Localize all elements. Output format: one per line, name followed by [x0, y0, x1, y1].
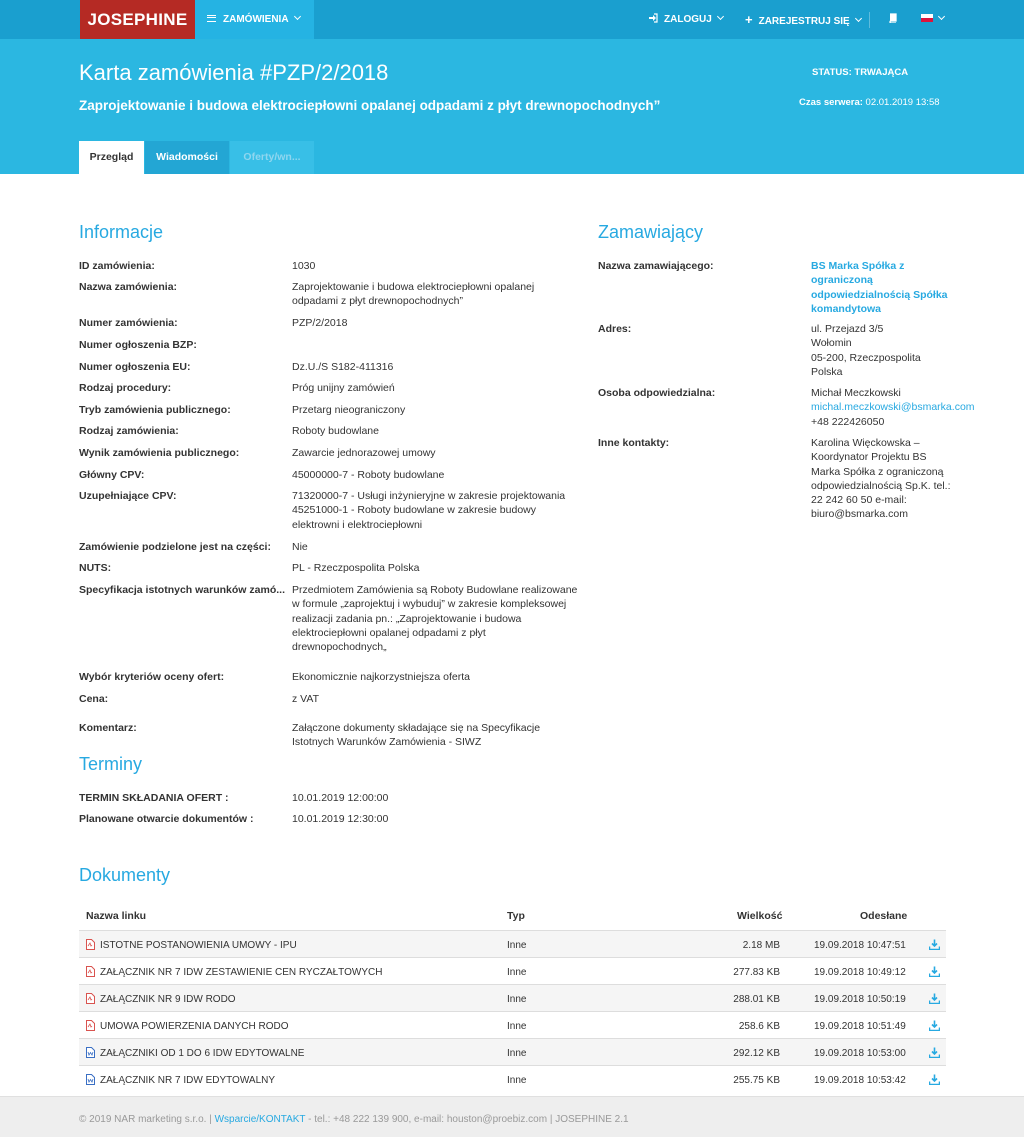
info-value: Przedmiotem Zamówienia są Roboty Budowlane realizowane w formule „zaprojektuj i wybuduj” w zakresie kompleksowej realizacji zadania pn.: „Zaprojektowanie i budowa elektrociepłowni opalanej odpadami z płyt drewnopochodnych„ — [292, 584, 578, 654]
other-contacts-label: Inne kontakty: — [598, 437, 670, 449]
table-row[interactable] — [79, 930, 946, 957]
address-block — [811, 322, 976, 379]
info-label: Uzupełniające CPV: — [79, 490, 177, 502]
status-badge: STATUS: TRWAJĄCA — [812, 67, 909, 78]
document-size: 288.01 KB — [733, 994, 780, 1005]
chevron-down-icon — [294, 13, 301, 20]
terms-heading: Terminy — [79, 754, 143, 774]
table-row[interactable] — [79, 984, 946, 1011]
info-label: Rodzaj procedury: — [79, 382, 172, 394]
pdf-file-icon — [86, 1020, 95, 1031]
info-value: 71320000-7 - Usługi inżynieryjne w zakresie projektowania 45251000-1 - Roboty budowlane w zakresie budowy elektrowni i elektrociepłowni — [292, 490, 566, 531]
chevron-down-icon — [938, 13, 945, 20]
column-header-name[interactable]: Nazwa linku — [86, 910, 147, 922]
table-row[interactable] — [79, 957, 946, 984]
document-size: 292.12 KB — [733, 1048, 780, 1059]
footer-contact-info: - tel.: +48 222 139 900, e-mail: houston@proebiz.com | JOSEPHINE 2.1 — [308, 1114, 629, 1125]
contact-email-link[interactable]: michal.meczkowski@bsmarka.com — [811, 401, 975, 414]
document-sent: 19.09.2018 10:50:19 — [814, 994, 906, 1005]
info-value: Próg unijny zamówień — [292, 382, 395, 394]
download-icon[interactable] — [929, 1020, 940, 1031]
term-label: TERMIN SKŁADANIA OFERT : — [79, 792, 229, 804]
word-file-icon — [86, 1047, 95, 1058]
info-value: Przetarg nieograniczony — [292, 404, 406, 416]
tab-offers[interactable]: Oferty/wn... — [230, 141, 314, 174]
document-link[interactable]: ISTOTNE POSTANOWIENIA UMOWY - IPU — [100, 940, 297, 951]
term-value: 10.01.2019 12:00:00 — [292, 792, 389, 804]
table-row[interactable] — [79, 1065, 946, 1092]
other-contacts-value: Karolina Więckowska – Koordynator Projektu BS Marka Spółka z ograniczoną odpowiedzialnością Sp.K. tel.: 22 242 60 50 e-mail: biuro@bsmarka.com — [811, 437, 951, 521]
info-label: Nazwa zamówienia: — [79, 281, 178, 293]
address-line: Polska — [811, 365, 843, 378]
sign-in-icon — [648, 13, 658, 23]
language-selector[interactable] — [921, 0, 944, 39]
address-line: 05-200, Rzeczpospolita — [811, 351, 921, 364]
info-value: Zaprojektowanie i budowa elektrociepłowni opalanej odpadami z płyt drewnopochodnych” — [292, 281, 535, 308]
info-value: PZP/2/2018 — [292, 317, 348, 329]
buyer-name-label: Nazwa zamawiającego: — [598, 260, 714, 272]
footer-text — [79, 1114, 629, 1125]
info-label: Numer ogłoszenia BZP: — [79, 339, 197, 351]
pdf-file-icon — [86, 966, 95, 977]
info-value: Ekonomicznie najkorzystniejsza oferta — [292, 671, 470, 683]
info-label: Główny CPV: — [79, 469, 145, 481]
login-button[interactable] — [648, 0, 723, 39]
document-sent: 19.09.2018 10:53:42 — [814, 1075, 906, 1086]
page-subtitle: Zaprojektowanie i budowa elektrociepłowni opalanej odpadami z płyt drewnopochodnych” — [79, 98, 661, 113]
document-link[interactable]: ZAŁĄCZNIKI OD 1 DO 6 IDW EDYTOWALNE — [100, 1048, 305, 1059]
orders-menu-button[interactable] — [195, 0, 314, 39]
document-size: 258.6 KB — [738, 1021, 780, 1032]
document-size: 2.18 MB — [742, 940, 780, 951]
tab-overview[interactable]: Przegląd — [79, 141, 144, 174]
buyer-name-wrap — [811, 259, 961, 316]
server-time-label: Czas serwera: — [799, 97, 863, 108]
info-label: Numer zamówienia: — [79, 317, 178, 329]
info-label: Specyfikacja istotnych warunków zamó... — [79, 584, 285, 596]
info-value: Roboty budowlane — [292, 425, 379, 437]
document-sent: 19.09.2018 10:51:49 — [814, 1021, 906, 1032]
info-value: Zawarcie jednorazowej umowy — [292, 447, 436, 459]
info-label: Cena: — [79, 693, 109, 705]
table-row[interactable] — [79, 1011, 946, 1038]
book-icon — [888, 13, 898, 23]
word-file-icon — [86, 1074, 95, 1085]
table-row[interactable] — [79, 1038, 946, 1065]
register-button[interactable] — [745, 0, 861, 39]
info-value: Załączone dokumenty składające się na Specyfikacje Istotnych Warunków Zamówienia - SIWZ — [292, 722, 541, 749]
login-label: ZALOGUJ — [664, 14, 712, 25]
top-navbar — [0, 0, 1024, 39]
info-label: Komentarz: — [79, 722, 137, 734]
pdf-file-icon — [86, 939, 95, 950]
info-label: Wybór kryteriów oceny ofert: — [79, 671, 225, 683]
register-label: ZAREJESTRUJ SIĘ — [758, 16, 850, 27]
support-contact-link[interactable]: Wsparcie/KONTAKT — [214, 1114, 306, 1125]
info-value: 45000000-7 - Roboty budowlane — [292, 469, 445, 481]
document-link[interactable]: ZAŁĄCZNIK NR 7 IDW ZESTAWIENIE CEN RYCZAŁTOWYCH — [100, 967, 383, 978]
info-label: Numer ogłoszenia EU: — [79, 361, 191, 373]
nav-separator — [869, 12, 870, 28]
info-value: PL - Rzeczpospolita Polska — [292, 562, 420, 574]
term-label: Planowane otwarcie dokumentów : — [79, 813, 254, 825]
download-icon[interactable] — [929, 993, 940, 1004]
polish-flag-icon — [921, 14, 933, 22]
info-label: Rodzaj zamówienia: — [79, 425, 179, 437]
address-label: Adres: — [598, 323, 632, 335]
document-link[interactable]: ZAŁĄCZNIK NR 9 IDW RODO — [100, 994, 236, 1005]
document-type: Inne — [507, 1048, 527, 1059]
buyer-name-link[interactable]: BS Marka Spółka z ograniczoną odpowiedzialnością Spółka komandytowa — [811, 260, 948, 315]
footer — [0, 1096, 1024, 1137]
pdf-file-icon — [86, 993, 95, 1004]
info-value: Dz.U./S S182-411316 — [292, 361, 394, 373]
contact-name: Michał Meczkowski — [811, 387, 901, 399]
document-size: 277.83 KB — [733, 967, 780, 978]
info-value: Nie — [292, 541, 308, 553]
info-label: Tryb zamówienia publicznego: — [79, 404, 231, 416]
contact-block — [811, 386, 991, 429]
document-sent: 19.09.2018 10:49:12 — [814, 967, 906, 978]
info-label: Zamówienie podzielone jest na części: — [79, 541, 271, 553]
contact-phone: +48 222426050 — [811, 415, 885, 428]
documents-heading: Dokumenty — [79, 865, 171, 885]
document-link[interactable]: ZAŁĄCZNIK NR 7 IDW EDYTOWALNY — [100, 1075, 276, 1086]
info-label: ID zamówienia: — [79, 260, 155, 272]
document-type: Inne — [507, 967, 527, 978]
document-type: Inne — [507, 1075, 527, 1086]
document-size: 255.75 KB — [733, 1075, 780, 1086]
document-link[interactable]: UMOWA POWIERZENIA DANYCH RODO — [100, 1021, 289, 1032]
document-type: Inne — [507, 994, 527, 1005]
buyer-heading: Zamawiający — [598, 222, 704, 242]
column-header-type[interactable]: Typ — [507, 910, 525, 922]
document-sent: 19.09.2018 10:53:00 — [814, 1048, 906, 1059]
manual-button[interactable] — [888, 0, 898, 39]
download-icon[interactable] — [929, 966, 940, 977]
chevron-down-icon — [855, 15, 862, 22]
document-sent: 19.09.2018 10:47:51 — [814, 940, 906, 951]
hamburger-icon — [207, 15, 216, 22]
server-time-value: 02.01.2019 13:58 — [865, 97, 940, 108]
server-time — [799, 97, 940, 108]
page-title: Karta zamówienia #PZP/2/2018 — [79, 60, 389, 85]
document-type: Inne — [507, 1021, 527, 1032]
plus-icon: + — [745, 12, 753, 27]
info-label: Wynik zamówienia publicznego: — [79, 447, 240, 459]
address-line: Wołomin — [811, 337, 852, 350]
orders-menu-label: ZAMÓWIENIA — [223, 14, 289, 25]
info-value: z VAT — [292, 693, 320, 705]
document-type: Inne — [507, 940, 527, 951]
tab-messages[interactable]: Wiadomości — [144, 141, 229, 174]
download-icon[interactable] — [929, 939, 940, 950]
column-header-size[interactable]: Wielkość — [737, 910, 783, 922]
address-line: ul. Przejazd 3/5 — [811, 323, 884, 335]
column-header-sent[interactable]: Odesłane — [860, 910, 908, 922]
info-value: 1030 — [292, 260, 316, 272]
download-icon[interactable] — [929, 1074, 940, 1085]
info-label: NUTS: — [79, 562, 112, 574]
term-value: 10.01.2019 12:30:00 — [292, 813, 389, 825]
download-icon[interactable] — [929, 1047, 940, 1058]
info-heading: Informacje — [79, 222, 164, 242]
contact-label: Osoba odpowiedzialna: — [598, 387, 716, 399]
copyright: © 2019 NAR marketing s.r.o. | — [79, 1114, 212, 1125]
josephine-logo[interactable]: JOSEPHINE — [80, 0, 195, 39]
chevron-down-icon — [717, 13, 724, 20]
